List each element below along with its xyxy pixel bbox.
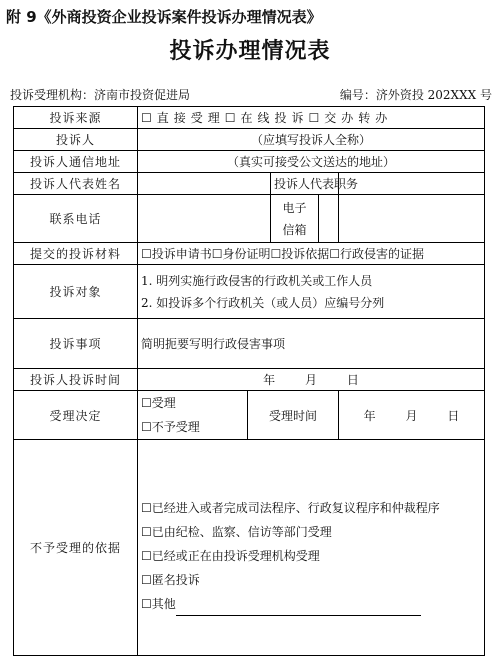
- decision-time-label: 受理时间: [248, 391, 339, 440]
- complaint-year: 年: [263, 373, 276, 387]
- rejection-item-other-label: ☐其他: [141, 596, 176, 611]
- complainant-label: 投诉人: [14, 129, 138, 151]
- email-label-line1: 电子: [282, 200, 307, 215]
- target-line-2: 2. 如投诉多个行政机关（或人员）应编号分列: [141, 295, 385, 310]
- complaint-day: 日: [346, 373, 359, 387]
- matter-label: 投诉事项: [14, 319, 138, 369]
- accept-checkbox[interactable]: ☐受理: [141, 396, 176, 410]
- rejection-item-other[interactable]: [141, 592, 481, 616]
- email-field[interactable]: [339, 195, 485, 243]
- complaint-time-field[interactable]: [138, 369, 485, 391]
- materials-options[interactable]: ☐投诉申请书☐身份证明☐投诉依据☐行政侵害的证据: [138, 243, 485, 265]
- complaint-form-table: [13, 106, 485, 656]
- representative-label: 投诉人代表姓名: [14, 173, 138, 195]
- target-line-1: 1. 明列实施行政侵害的行政机关或工作人员: [141, 273, 373, 288]
- complaint-month: 月: [304, 373, 317, 387]
- row-matter: [14, 319, 485, 369]
- row-complaint-time: [14, 369, 485, 391]
- email-label: [271, 195, 319, 243]
- rejection-options: [138, 440, 485, 656]
- decision-day: 日: [447, 408, 460, 423]
- decision-options: [138, 391, 248, 440]
- complainant-field[interactable]: （应填写投诉人全称）: [138, 129, 485, 151]
- row-representative: [14, 173, 485, 195]
- email-label-line2: 信箱: [282, 222, 307, 237]
- target-field[interactable]: [138, 265, 485, 319]
- appendix-title: 附 9《外商投资企业投诉案件投诉办理情况表》: [6, 8, 322, 26]
- decision-year: 年: [363, 408, 376, 423]
- decision-time-field[interactable]: [339, 391, 485, 440]
- row-address: [14, 151, 485, 173]
- row-materials: [14, 243, 485, 265]
- row-complainant: [14, 129, 485, 151]
- other-reason-field[interactable]: [176, 603, 421, 616]
- agency-label: 投诉受理机构：济南市投资促进局: [10, 88, 191, 102]
- source-options[interactable]: ☐直接受理☐在线投诉☐交办转办: [138, 107, 485, 129]
- rejection-item-judicial[interactable]: ☐已经进入或者完成司法程序、行政复议程序和仲裁程序: [141, 500, 440, 515]
- representative-name-field[interactable]: [138, 173, 271, 195]
- phone-field[interactable]: [138, 195, 271, 243]
- phone-label: 联系电话: [14, 195, 138, 243]
- target-label: 投诉对象: [14, 265, 138, 319]
- form-title: 投诉办理情况表: [169, 38, 331, 64]
- rejection-label: 不予受理的依据: [14, 440, 138, 656]
- email-spacer: [319, 195, 339, 243]
- decision-month: 月: [405, 408, 418, 423]
- number-label: 编号：济外资投 202XXX 号: [339, 88, 492, 102]
- materials-label: 提交的投诉材料: [14, 243, 138, 265]
- row-rejection: [14, 440, 485, 656]
- representative-duty-field[interactable]: [339, 173, 485, 195]
- matter-field[interactable]: 简明扼要写明行政侵害事项: [138, 319, 485, 369]
- rejection-item-processing[interactable]: ☐已经或正在由投诉受理机构受理: [141, 548, 320, 563]
- rejection-item-discipline[interactable]: ☐已由纪检、监察、信访等部门受理: [141, 524, 332, 539]
- rejection-item-anonymous[interactable]: ☐匿名投诉: [141, 572, 200, 587]
- decision-label: 受理决定: [14, 391, 138, 440]
- row-source: [14, 107, 485, 129]
- reject-checkbox[interactable]: ☐不予受理: [141, 420, 200, 434]
- source-label: 投诉来源: [14, 107, 138, 129]
- row-decision: [14, 391, 485, 440]
- address-field[interactable]: （真实可接受公文送达的地址）: [138, 151, 485, 173]
- row-target: [14, 265, 485, 319]
- row-phone: [14, 195, 485, 243]
- complaint-time-label: 投诉人投诉时间: [14, 369, 138, 391]
- address-label: 投诉人通信地址: [14, 151, 138, 173]
- representative-duty-label: 投诉人代表职务: [271, 173, 339, 195]
